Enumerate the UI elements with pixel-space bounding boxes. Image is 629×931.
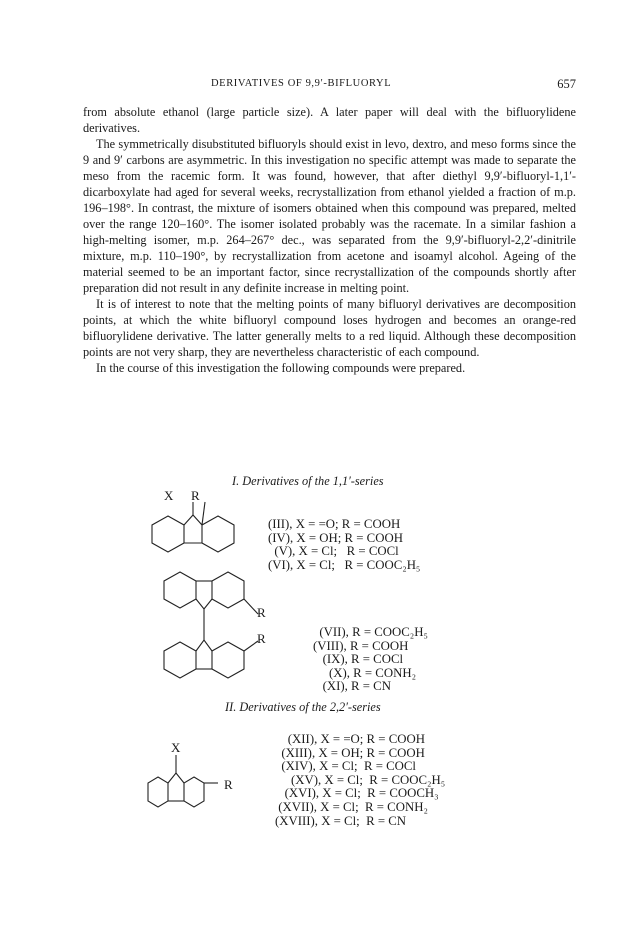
section-heading-2: II. Derivatives of the 2,2′-series	[225, 700, 381, 714]
section-heading-1: I. Derivatives of the 1,1′-series	[232, 474, 384, 488]
paragraph: In the course of this investigation the following compounds were prepared.	[96, 361, 466, 375]
compound-list-3: (XII), X = =O; R = COOH (XIII), X = OH; R = COOH (XIV), X = Cl; R = COCl (XV), X = Cl; R = COOC₂H₅ (XVI), X = Cl; R = COOCH₃ (XVII), X = Cl; R = CONH₂ (XVIII), X = Cl; R = CN	[275, 732, 446, 828]
substituent-label-x: X	[164, 488, 174, 503]
substituent-label-r: R	[191, 488, 200, 503]
page-header	[83, 78, 576, 96]
fluorene-structure-2	[150, 755, 250, 825]
fluorene-structure-1	[150, 502, 260, 572]
paragraph: It is of interest to note that the melting points of many bifluoryl derivatives are decomposition points, at which the white bifluoryl compound loses hydrogen and becomes an orange-red bifluorylidene derivative. The latter generally melts to a red liquid. Although these decomposition points are not very sharp, they are nevertheless characteristic of each compound.	[83, 297, 576, 359]
body-text	[83, 104, 576, 376]
running-title: DERIVATIVES OF 9,9′-BIFLUORYL	[211, 78, 392, 89]
substituent-label-x-2: X	[171, 740, 181, 755]
page-number: 657	[557, 77, 576, 91]
compound-list-1: (III), X = =O; R = COOH (IV), X = OH; R = COOH (V), X = Cl; R = COCl (VI), X = Cl; R = COOC₂H₅	[268, 517, 421, 572]
paragraph: from absolute ethanol (large particle size). A later paper will deal with the bifluorylidene derivatives.	[83, 105, 576, 135]
substituent-label-r-2: R	[224, 777, 233, 792]
substituent-label-r-top: R	[257, 605, 266, 620]
substituent-label-r-bottom: R	[257, 631, 266, 646]
compound-list-2: (VII), R = COOC₂H₅ (VIII), R = COOH (IX), R = COCl (X), R = CONH₂ (XI), R = CN	[313, 625, 428, 694]
paragraph: The symmetrically disubstituted bifluoryls should exist in levo, dextro, and meso forms since the 9 and 9′ carbons are asymmetric. In this investigation no specific attempt was made to separate the meso from the racemic form. It was found, however, that after diethyl 9,9′-bifluoryl-1,1′-dicarboxylate had aged for several weeks, recrystallization from ethanol yielded a fraction of m.p. 196–198°. In contrast, the mixture of isomers obtained when this compound was prepared, melted over the range 120–160°. The isomer isolated probably was the racemate. In a similar fashion a high-melting isomer, m.p. 264–267° dec., was separated from the 9,9′-bifluoryl-2,2′-dinitrile mixture, m.p. 110–190°, by recrystallization from acetone and isoamyl alcohol. Ageing of the material seemed to be an important factor, since recrystallization of the compounds shortly after preparation did not result in any definite increase in melting point.	[83, 137, 576, 295]
bifluoryl-structure	[160, 566, 270, 716]
